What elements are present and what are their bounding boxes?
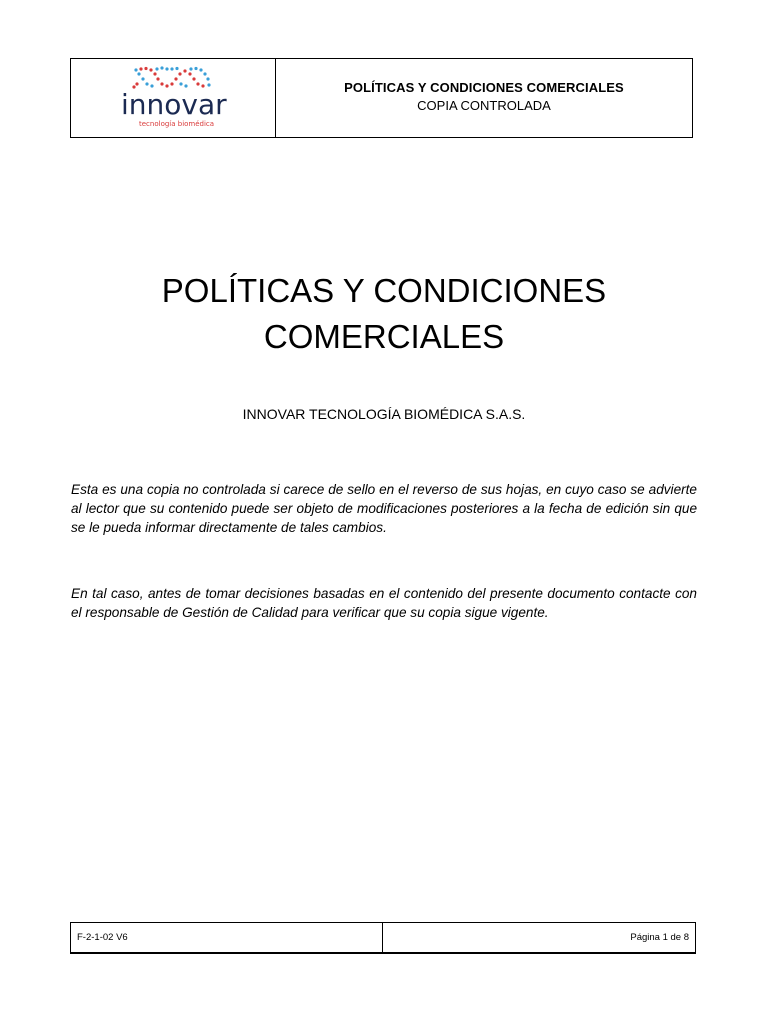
header-subtitle: COPIA CONTROLADA [417,97,551,113]
disclaimer-paragraph-1: Esta es una copia no controlada si carece de sello en el reverso de sus hojas, en cuyo caso se advierte al lector que su contenido puede ser objeto de modificaciones posteriores a la fecha de edición sin que se le pueda informar directamente de tales cambios. [71,482,697,535]
logo-brand: innovar [121,88,227,121]
dna-helix-icon [132,66,210,88]
document-header [70,58,693,138]
innovar-logo [119,65,229,133]
footer-page-number: Página 1 de 8 [630,932,689,943]
document-footer [70,922,696,954]
document-title-line-2: COMERCIALES [263,318,505,355]
header-title-cell [276,59,692,137]
logo-cell [71,59,276,137]
logo-tagline: tecnología biomédica [139,120,215,128]
disclaimer-paragraph-2: En tal caso, antes de tomar decisiones basadas en el contenido del presente documento contacte con el responsable de Gestión de Calidad para verificar que su copia sigue vigente. [71,586,697,620]
header-title: POLÍTICAS Y CONDICIONES COMERCIALES [344,79,624,95]
document-title-line-1: POLÍTICAS Y CONDICIONES [161,272,607,309]
footer-code: F-2-1-02 V6 [71,923,383,952]
document-title [0,268,768,360]
company-name: INNOVAR TECNOLOGÍA BIOMÉDICA S.A.S. [242,406,526,422]
